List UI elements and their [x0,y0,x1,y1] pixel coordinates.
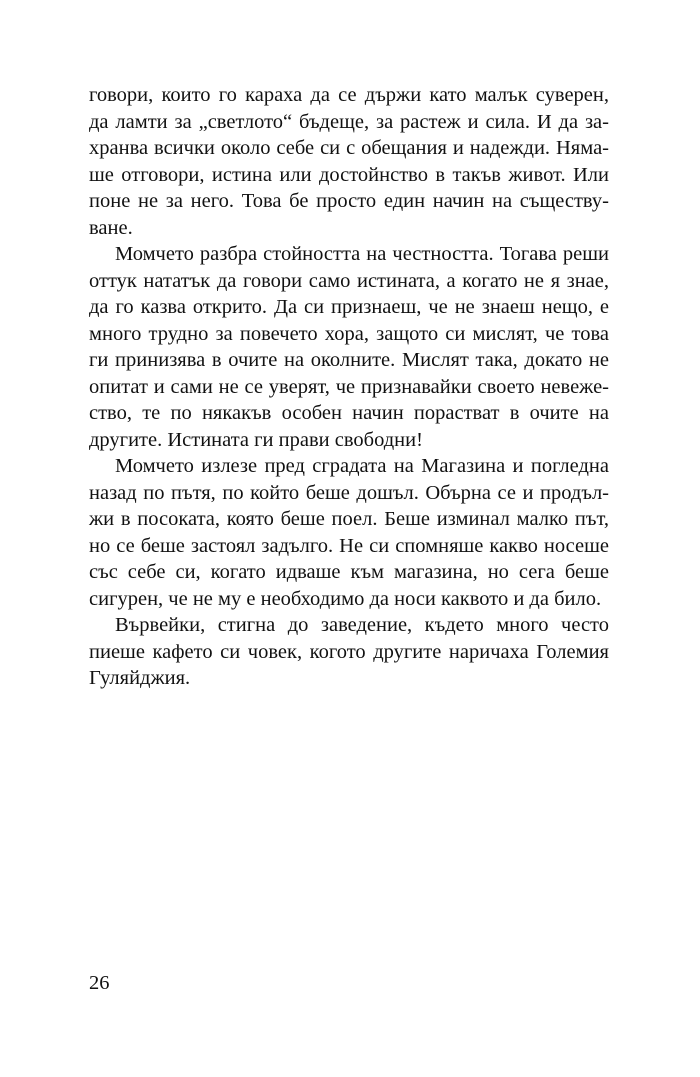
text-line: ство, те по някакъв особен начин порастват в очите на [89,402,609,424]
text-line: хранва всички около себе си с обещания и надежди. Няма- [89,137,609,159]
text-line: пиеше кафето си човек, когото другите наричаха Големия [89,640,609,663]
text-line: Вървейки, стигна до заведение, където много често [115,614,609,636]
text-line: сигурен, че не му е необходимо да носи каквото и да било. [89,587,602,610]
text-line: Момчето излезе пред сградата на Магазина и погледна [115,455,609,477]
text-line: със себе си, когато идваше към магазина, но сега беше [89,561,609,583]
page-number: 26 [89,972,110,994]
text-line: поне не за него. Това бе просто един начин на съществу- [89,190,609,212]
paragraph-2 [89,241,609,453]
text-line: говори, които го караха да се държи като малък суверен, [89,84,609,106]
text-line: назад по пътя, по който беше дошъл. Обърна се и продъл- [89,481,609,504]
text-line: да ламти за „светлото“ бъдеще, за растеж и сила. И да за- [89,110,609,133]
text-line: много трудно за повечето хора, защото си мислят, че това [89,322,609,345]
paragraph-4 [89,612,609,692]
text-line: оттук нататък да говори само истината, а когато не я знае, [89,269,609,292]
text-line: ше отговори, истина или достойнство в такъв живот. Или [89,163,609,186]
text-line: Гуляйджия. [89,667,191,689]
text-line: ване. [89,216,133,239]
text-line: жи в посоката, която беше поел. Беше изминал малко път, [89,508,609,530]
paragraph-1 [89,82,609,241]
text-line: но се беше застоял задълго. Не си спомняше какво носеше [89,534,609,557]
text-line: опитат и сами не се уверят, че признавайки своето невеже- [89,375,609,398]
text-line: другите. Истината ги прави свободни! [89,428,423,451]
text-line: ги принизява в очите на околните. Мислят така, докато не [89,349,609,371]
text-line: да го казва открито. Да си признаеш, че не знаеш нещо, е [89,296,609,318]
body-text [89,82,609,692]
paragraph-3 [89,453,609,612]
text-line: Момчето разбра стойността на честността. Тогава реши [115,243,609,265]
